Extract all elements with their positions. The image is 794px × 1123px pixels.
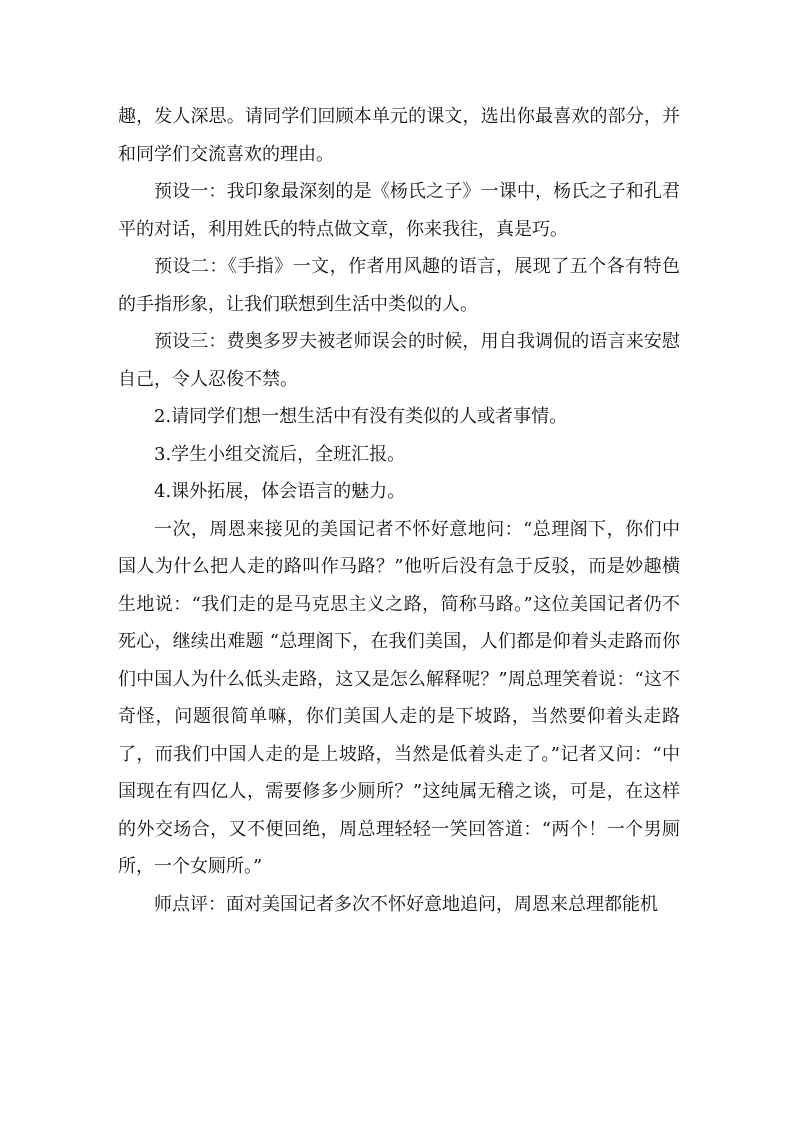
paragraph-step-2: 2.请同学们想一想生活中有没有类似的人或者事情。 xyxy=(154,406,568,427)
paragraph-step-4: 4.课外拓展，体会语言的魅力。 xyxy=(154,481,406,502)
document-page xyxy=(118,98,680,923)
paragraph-preset-three: 预设三：费奥多罗夫被老师误会的时候，用自我调侃的语言来安慰自己，令人忍俊不禁。 xyxy=(118,331,680,390)
paragraph-continuation: 趣，发人深思。请同学们回顾本单元的课文，选出你最喜欢的部分，并和同学们交流喜欢的理由。 xyxy=(118,106,680,165)
paragraph-preset-one: 预设一：我印象最深刻的是《杨氏之子》一课中，杨氏之子和孔君平的对话，利用姓氏的特点做文章，你来我往，真是巧。 xyxy=(118,181,680,240)
paragraph-teacher-comment: 师点评：面对美国记者多次不怀好意地追问，周恩来总理都能机 xyxy=(154,893,658,915)
paragraph-story: 一次，周恩来接见的美国记者不怀好意地问：“总理阁下，你们中国人为什么把人走的路叫作马路？”他听后没有急于反驳，而是妙趣横生地说：“我们走的是马克思主义之路，简称马路。”这位美国记者仍不死心，继续出难题 “总理阁下，在我们美国，人们都是仰着头走路而你们中国人为什么低头走路，这又是怎么解释呢？”周总理笑着说：“这不奇怪，问题很简单嘛，你们美国人走的是下坡路，当然要仰着头走路了，而我们中国人走的是上坡路，当然是低着头走了。”记者又问：“中国现在有四亿人，需要修多少厕所？”这纯属无稽之谈，可是，在这样的外交场合，又不便回绝，周总理轻轻一笑回答道：“两个！一个男厕所，一个女厕所。” xyxy=(118,518,680,877)
paragraph-step-3: 3.学生小组交流后，全班汇报。 xyxy=(154,443,406,465)
paragraph-preset-two: 预设二：《手指》一文，作者用风趣的语言，展现了五个各有特色的手指形象，让我们联想到生活中类似的人。 xyxy=(118,256,680,315)
